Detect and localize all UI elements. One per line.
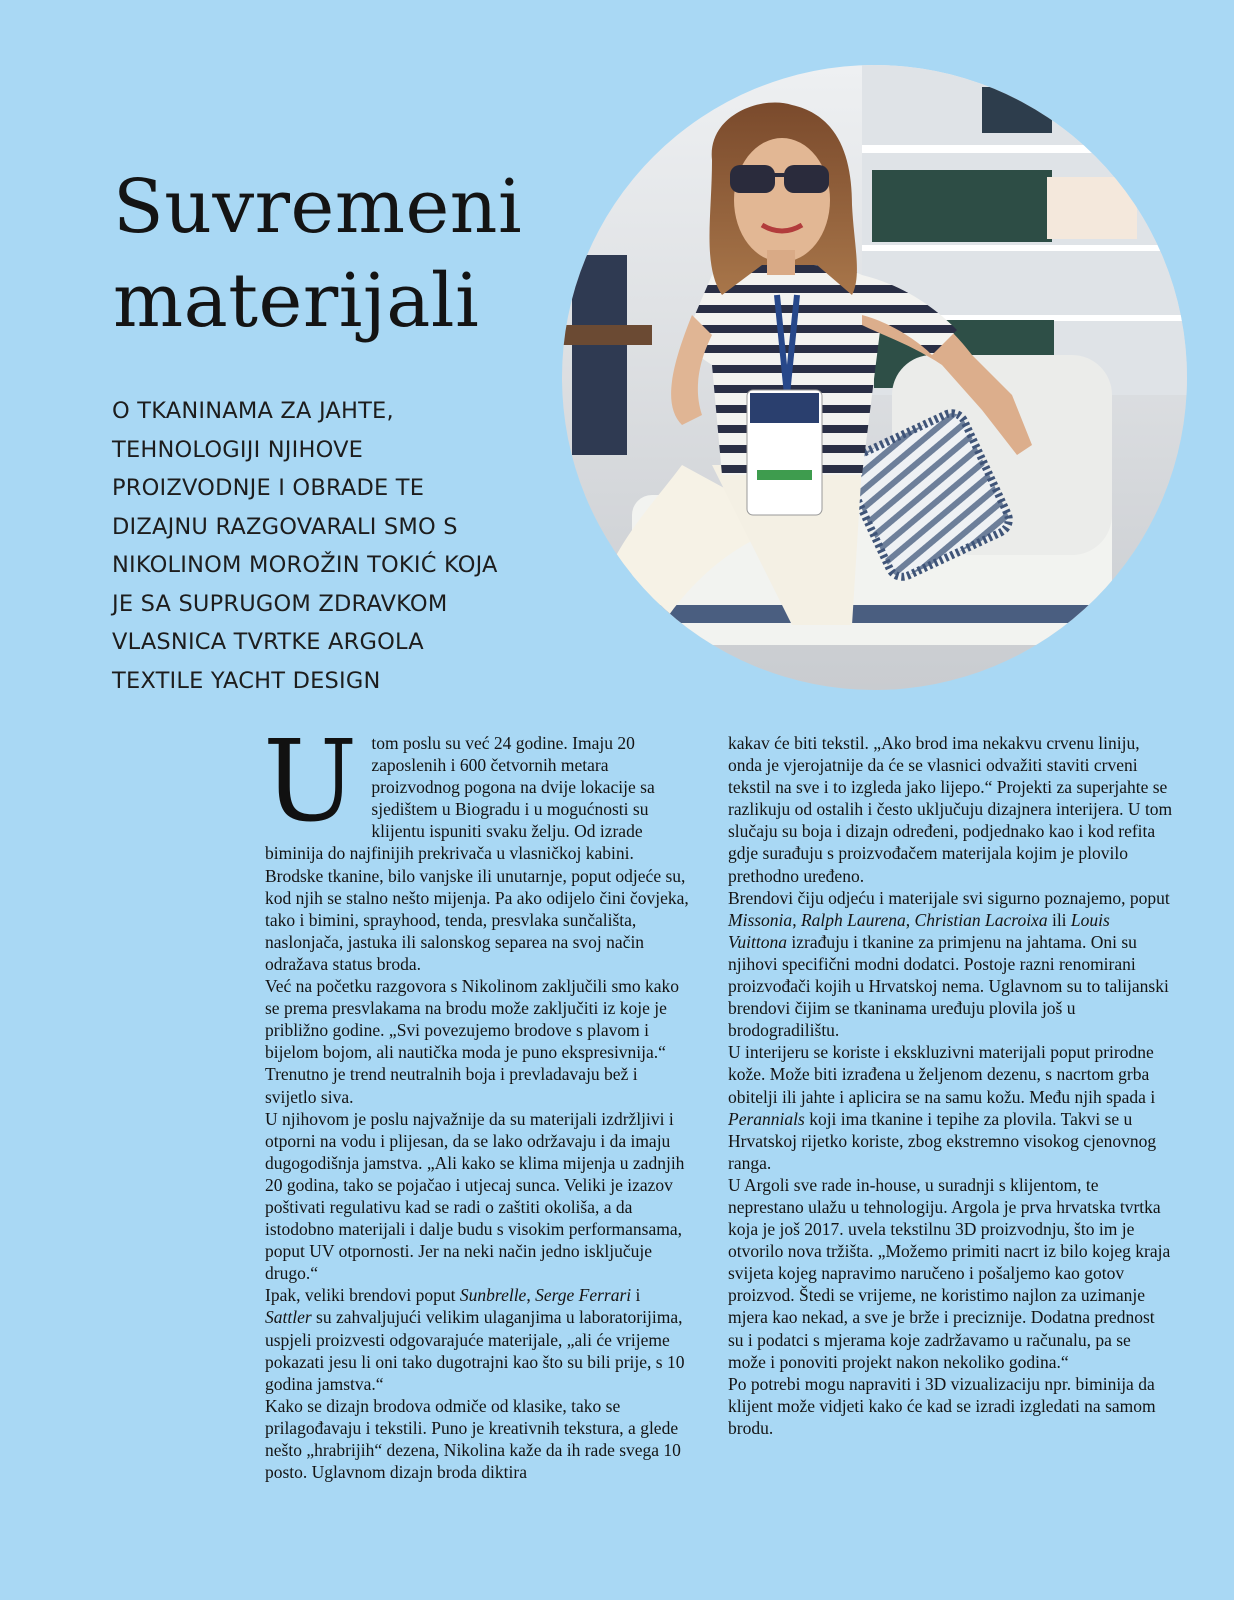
lead-line: TEHNOLOGIJI NJIHOVE (112, 436, 364, 463)
lead-line: TEXTILE YACHT DESIGN (112, 667, 381, 694)
text-run: i (631, 1285, 641, 1306)
text-run: , (905, 909, 915, 930)
portrait-illustration (562, 65, 1187, 690)
title-line-1: Suvremeni (113, 164, 523, 250)
lead-line: VLASNICA TVRTKE ARGOLA (112, 629, 424, 655)
text-run: koji ima tkanine i tepihe za plovila. Takvi se u Hrvatskoj rijetko koriste, zbog ekstremno visokog cjenovnog ranga. (728, 1108, 1157, 1173)
title-line-2: materijali (113, 258, 480, 344)
lead-line: PROIZVODNJE I OBRADE TE (112, 475, 425, 501)
text-run: Ipak, veliki brendovi poput (265, 1285, 460, 1306)
body-paragraph (263, 717, 690, 975)
body-paragraph: Po potrebi mogu napraviti i 3D vizualizaciju npr. biminija da klijent može vidjeti kako će kad se izradi izgledati na samom brodu. (728, 1373, 1156, 1438)
article-column-1 (263, 717, 690, 1483)
body-paragraph: Već na početku razgovora s Nikolinom zaključili smo kako se prema presvlakama na brodu može zaključiti iz koje je približno godine. „Svi povezujemo brodove s plavom i bijelom bojom, ali nautička moda je puno ekspresivnija.“ Trenutno je trend neutralnih boja i prevladavaju bež i svijetlo siva. (265, 976, 680, 1107)
body-paragraph: Kako se dizajn brodova odmiče od klasike, tako se prilagođavaju i tekstili. Puno je kreativnih tekstura, a glede nešto „hrabrijih“ dezena, Nikolina kaže da ih rade svega 10 posto. Uglavnom dizajn broda diktira (265, 1395, 681, 1483)
text-run: , (792, 909, 801, 930)
body-paragraph: U Argoli sve rade in-house, u suradnji s klijentom, te neprestano ulažu u tehnologiju. Argola je prva hrvatska tvrtka koja je još 2017. uvela tekstilnu 3D proizvodnju, što im je otvorilo nova tržišta. „Možemo primiti nacrt iz bilo kojeg kraja svijeta kojeg napravimo naručeno i pošaljemo kao gotov proizvod. Štedi se vrijeme, ne koristimo najlon za uzimanje mjera kao nekad, a sve je brže i preciznije. Dodatna prednost su i podatci s mjerama koje zadržavamo u računalu, pa se može i ponoviti projekt nakon nekoliko godina.“ (728, 1174, 1171, 1372)
article-title (113, 160, 583, 348)
brand-name: Ralph Laurena (800, 909, 906, 930)
brand-name: Perannials (728, 1108, 805, 1129)
brand-name: Sattler (265, 1307, 312, 1328)
brand-name: Serge Ferrari (535, 1285, 632, 1306)
body-paragraph: U njihovom je poslu najvažnije da su materijali izdržljivi i otporni na vodu i plijesan, da se lako održavaju i da imaju dugogodišnja jamstva. „Ali kako se klima mijenja u zadnjih 20 godina, tako se pojačao i utjecaj sunca. Veliki je izazov poštivati regulativu kad se radi o zaštiti okoliša, a da istodobno materijali i dalje budu s visokim performansama, poput UV otpornosti. Jer na neki način jedno isključuje drugo.“ (265, 1108, 685, 1284)
brand-name: Louis Vuittona (728, 909, 1110, 952)
body-paragraph: kakav će biti tekstil. „Ako brod ima nekakvu crvenu liniju, onda je vjerojatnije da će se vlasnici odvažiti staviti crveni tekstil na sve i to izgleda jako lijepo.“ Projekti za superjahte se razlikuju od ostalih i često uključuju dizajnera interijera. U tom slučaju su boja i dizajn određeni, podjednako kao i kod refita gdje surađuju s proizvođačem materijala kojim je plovilo prethodno uređeno. (728, 733, 1173, 886)
text-run: U interijeru se koriste i ekskluzivni materijali poput prirodne kože. Može biti izrađena u željenom dezenu, s nacrtom grba obitelji ili jahte i aplicira se na samu kožu. Među njih spada i (728, 1042, 1156, 1107)
paragraph-text: tom poslu su već 24 godine. Imaju 20 zaposlenih i 600 četvornih metara proizvodnog pogona na dvije lokacije sa sjedištem u Biogradu i u mogućnosti su klijentu ispuniti svaku želju. Od izrade biminija do najfinijih prekrivača u vlasničkoj kabini. Brodske tkanine, bilo vanjske ili unutarnje, poput odjeće su, kod njih se stalno nešto mijenja. Pa ako odijelo čini čovjeka, tako i bimini, sprayhood, tenda, presvlaka sunčališta, naslonjača, jastuka ili salonskog separea na svoj način odražava status broda. (265, 733, 689, 974)
body-paragraph (265, 1284, 690, 1394)
text-run: su zahvaljujući velikim ulaganjima u laboratorijima, uspjeli proizvesti odgovarajuće materijale, „ali će vrijeme pokazati jesu li oni tako dugotrajni kao što su bili prije, s 10 godina jamstva.“ (265, 1307, 685, 1394)
portrait-photo (562, 65, 1187, 690)
drop-cap: U (263, 717, 358, 847)
article-column-2 (728, 732, 1173, 1439)
lead-line: JE SA SUPRUGOM ZDRAVKOM (112, 590, 448, 617)
lead-line: DIZAJNU RAZGOVARALI SMO S (112, 513, 458, 540)
lead-line: O TKANINAMA ZA JAHTE, (112, 398, 394, 424)
text-run: izrađuju i tkanine za primjenu na jahtama. Oni su njihovi specifični modni dodatci. Postoje razni renomirani proizvođači kojih u Hrvatskoj nema. Uglavnom su to talijanski brendovi čijim se tkaninama uređuju plovila još u brodogradilištu. (728, 931, 1169, 1041)
body-paragraph (728, 1041, 1173, 1174)
brand-name: Missonia (728, 909, 793, 930)
text-run: , (526, 1285, 536, 1306)
text-run: Brendovi čiju odjeću i materijale svi sigurno poznajemo, poput (728, 887, 1170, 908)
article-lead (112, 392, 562, 700)
brand-name: Sunbrelle (459, 1285, 527, 1306)
body-paragraph (728, 887, 1173, 1042)
lead-line: NIKOLINOM MOROŽIN TOKIĆ KOJA (112, 552, 498, 578)
brand-name: Christian Lacroixa (914, 909, 1048, 930)
text-run: ili (1047, 909, 1071, 930)
